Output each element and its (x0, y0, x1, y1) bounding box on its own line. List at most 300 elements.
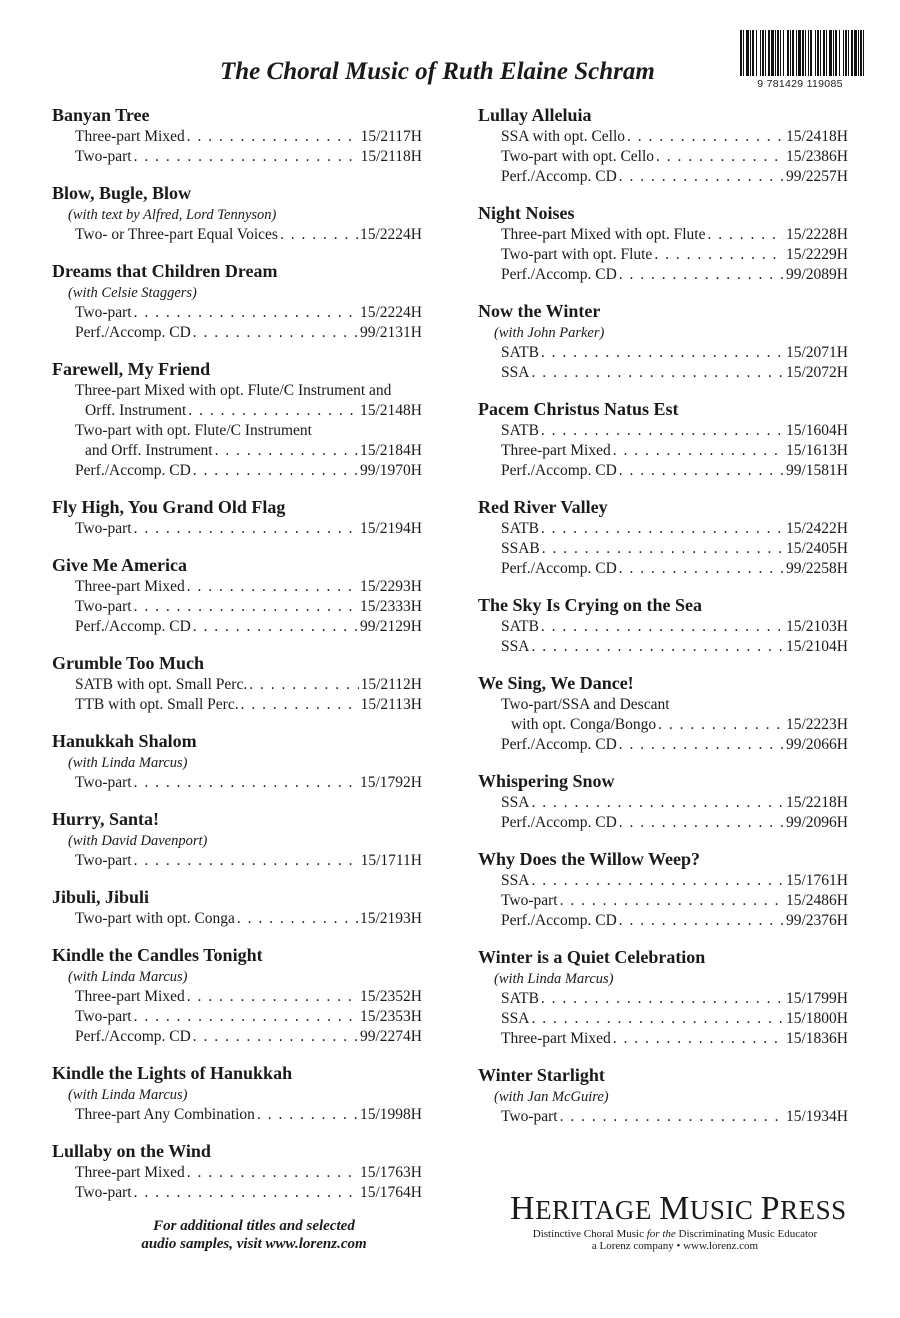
barcode-bar (775, 30, 776, 76)
entry-credit: (with Celsie Staggers) (68, 285, 197, 301)
catalog-entry (52, 496, 422, 539)
voicing-label: Three-part Any Combination (75, 1106, 255, 1123)
voicing-row (52, 773, 422, 793)
catalog-entry (52, 260, 422, 343)
catalog-number: 99/1581H (786, 462, 848, 479)
barcode-bar (815, 30, 816, 76)
catalog-number: 15/2194H (360, 520, 422, 537)
catalog-number: 15/1998H (360, 1106, 422, 1123)
voicing-label: Three-part Mixed (75, 128, 185, 145)
dot-leader (134, 851, 359, 871)
left-column (52, 104, 422, 1218)
dot-leader (619, 735, 784, 755)
barcode-bar (762, 30, 764, 76)
entry-title: Give Me America (52, 555, 187, 575)
voicing-label: Perf./Accomp. CD (501, 168, 617, 185)
barcode-bar (780, 30, 781, 76)
voicing-line: Three-part Mixed with opt. Flute/C Instrument and (75, 382, 392, 399)
dot-leader (541, 617, 784, 637)
voicing-label: SSA (501, 364, 530, 381)
catalog-number: 15/2228H (786, 226, 848, 243)
voicing-row (52, 577, 422, 597)
voicing-row (478, 793, 848, 813)
dot-leader (193, 323, 358, 343)
dot-leader (280, 225, 358, 245)
voicing-label: Two-part with opt. Conga (75, 910, 235, 927)
catalog-number: 15/2103H (786, 618, 848, 635)
voicing-row (478, 989, 848, 1009)
voicing-row (478, 363, 848, 383)
catalog-number: 15/1836H (786, 1030, 848, 1047)
dot-leader (619, 265, 784, 285)
voicing-row (478, 265, 848, 285)
catalog-number: 15/2333H (360, 598, 422, 615)
publisher-name: HERITAGE MUSIC PRESS (510, 1190, 847, 1227)
voicing-label: Perf./Accomp. CD (501, 560, 617, 577)
catalog-entry (52, 808, 422, 871)
catalog-entry (52, 182, 422, 245)
voicing-row (478, 911, 848, 931)
voicing-label: Two-part (75, 852, 132, 869)
entry-credit: (with David Davenport) (68, 833, 208, 849)
catalog-entry (478, 398, 848, 481)
catalog-entry (478, 202, 848, 285)
voicing-row (52, 441, 422, 461)
entry-title: Why Does the Willow Weep? (478, 849, 701, 869)
voicing-label: Perf./Accomp. CD (75, 618, 191, 635)
voicing-row (52, 1105, 422, 1125)
catalog-number: 15/1613H (786, 442, 848, 459)
voicing-label: Perf./Accomp. CD (75, 462, 191, 479)
voicing-row (478, 147, 848, 167)
catalog-number: 15/2293H (360, 578, 422, 595)
voicing-row (478, 225, 848, 245)
entry-title: Whispering Snow (478, 771, 615, 791)
catalog-number: 15/2104H (786, 638, 848, 655)
catalog-entry (478, 848, 848, 931)
dot-leader (619, 461, 784, 481)
entry-title: Pacem Christus Natus Est (478, 399, 679, 419)
barcode-bar (845, 30, 847, 76)
barcode-bar (765, 30, 766, 76)
publisher-logo (510, 1190, 847, 1252)
voicing-row (478, 519, 848, 539)
voicing-label: SATB with opt. Small Perc. (75, 676, 248, 693)
voicing-label: TTB with opt. Small Perc. (75, 696, 239, 713)
dot-leader (134, 1007, 358, 1027)
entry-title: Banyan Tree (52, 105, 150, 125)
barcode-bar (858, 30, 859, 76)
barcode-bar (810, 30, 812, 76)
barcode-bar (777, 30, 779, 76)
voicing-label: Two-part with opt. Flute (501, 246, 653, 263)
voicing-label: SATB (501, 618, 539, 635)
voicing-label: SATB (501, 422, 539, 439)
catalog-number: 15/1764H (360, 1184, 422, 1201)
dot-leader (656, 147, 784, 167)
catalog-number: 15/2353H (360, 1008, 422, 1025)
voicing-label: SATB (501, 990, 539, 1007)
catalog-entry (52, 1140, 422, 1203)
dot-leader (134, 773, 358, 793)
catalog-entry (478, 672, 848, 755)
voicing-label: SATB (501, 344, 539, 361)
voicing-label: Two-part (75, 304, 132, 321)
voicing-row (478, 441, 848, 461)
entry-title: Fly High, You Grand Old Flag (52, 497, 286, 517)
catalog-entry (52, 1062, 422, 1125)
voicing-label: SSA with opt. Cello (501, 128, 626, 145)
voicing-label: Three-part Mixed (75, 578, 185, 595)
catalog-number: 15/1761H (786, 872, 848, 889)
catalog-number: 15/1763H (360, 1164, 422, 1181)
barcode-bar (833, 30, 834, 76)
dot-leader (257, 1105, 358, 1125)
website-note-line1: For additional titles and selected (153, 1218, 355, 1234)
voicing-row (52, 695, 422, 715)
dot-leader (613, 1029, 784, 1049)
page-title: The Choral Music of Ruth Elaine Schram (220, 58, 655, 85)
catalog-number: 15/2117H (360, 128, 422, 145)
voicing-label: Two-part (75, 1184, 132, 1201)
publisher-company: a Lorenz company • www.lorenz.com (591, 1240, 759, 1252)
dot-leader (531, 871, 784, 891)
barcode-bar (860, 30, 862, 76)
barcode-bar (783, 30, 784, 76)
voicing-label: Two-part (75, 1008, 132, 1025)
barcode-bar (817, 30, 819, 76)
entry-credit: (with Linda Marcus) (68, 969, 188, 985)
dot-leader (707, 225, 784, 245)
barcode-bar (851, 30, 853, 76)
entry-title: Blow, Bugle, Blow (52, 183, 192, 203)
catalog-number: 99/2096H (786, 814, 848, 831)
catalog-number: 15/2486H (786, 892, 848, 909)
entry-title: Winter is a Quiet Celebration (478, 947, 706, 967)
dot-leader (187, 127, 359, 147)
voicing-label: SSAB (501, 540, 540, 557)
catalog-entry (52, 358, 422, 481)
catalog-entry (478, 1064, 848, 1127)
catalog-number: 99/2376H (786, 912, 848, 929)
voicing-line: Two-part with opt. Flute/C Instrument (75, 422, 312, 439)
voicing-label: Three-part Mixed (75, 1164, 185, 1181)
voicing-row (478, 891, 848, 911)
entry-title: Now the Winter (478, 301, 601, 321)
barcode-bar (863, 30, 864, 76)
entry-title: Kindle the Lights of Hanukkah (52, 1063, 293, 1083)
catalog-number: 15/2118H (360, 148, 422, 165)
catalog-number: 99/2129H (360, 618, 422, 635)
entry-title: We Sing, We Dance! (478, 673, 634, 693)
voicing-row (478, 813, 848, 833)
voicing-label: Two-part (75, 520, 132, 537)
website-note-line2: audio samples, visit www.lorenz.com (141, 1236, 367, 1252)
voicing-row (478, 871, 848, 891)
catalog-number: 15/1792H (360, 774, 422, 791)
voicing-label: SSA (501, 872, 530, 889)
voicing-row (52, 127, 422, 147)
catalog-entry (478, 946, 848, 1049)
entry-title: Winter Starlight (478, 1065, 605, 1085)
entry-title: Hanukkah Shalom (52, 731, 197, 751)
voicing-label: SSA (501, 794, 530, 811)
entry-credit: (with text by Alfred, Lord Tennyson) (68, 207, 277, 223)
dot-leader (237, 909, 358, 929)
catalog-number: 15/1604H (786, 422, 848, 439)
barcode-bar (768, 30, 770, 76)
entry-credit: (with Jan McGuire) (494, 1089, 609, 1105)
dot-leader (134, 147, 359, 167)
barcode-bar (787, 30, 789, 76)
catalog-number: 15/1800H (786, 1010, 848, 1027)
voicing-label: Orff. Instrument (85, 402, 187, 419)
voicing-line: Two-part/SSA and Descant (501, 696, 670, 713)
dot-leader (187, 577, 358, 597)
entry-credit: (with Linda Marcus) (68, 1087, 188, 1103)
voicing-label: Two-part (501, 1108, 558, 1125)
voicing-label: Three-part Mixed (501, 442, 611, 459)
barcode-bar (848, 30, 849, 76)
entry-title: Dreams that Children Dream (52, 261, 278, 281)
catalog-number: 15/2072H (786, 364, 848, 381)
catalog-entry (52, 554, 422, 637)
voicing-label: Two-part (501, 892, 558, 909)
voicing-row (478, 1107, 848, 1127)
voicing-row (52, 461, 422, 481)
barcode-bar (820, 30, 821, 76)
dot-leader (215, 441, 358, 461)
dot-leader (134, 597, 358, 617)
barcode-bar (792, 30, 794, 76)
dot-leader (613, 441, 784, 461)
dot-leader (531, 363, 784, 383)
dot-leader (134, 519, 358, 539)
entry-title: Lullay Alleluia (478, 105, 592, 125)
barcode-bar (843, 30, 844, 76)
voicing-row (478, 1029, 848, 1049)
barcode-bar (756, 30, 757, 76)
voicing-row (478, 735, 848, 755)
voicing-row (478, 245, 848, 265)
voicing-row (478, 127, 848, 147)
entry-title: Night Noises (478, 203, 575, 223)
dot-leader (542, 539, 784, 559)
barcode-bar (823, 30, 825, 76)
publisher-tagline: Distinctive Choral Music for the Discriminating Music Educator (532, 1228, 818, 1240)
dot-leader (249, 675, 358, 695)
dot-leader (193, 461, 358, 481)
catalog-entry (478, 770, 848, 833)
catalog-number: 15/2418H (786, 128, 848, 145)
voicing-row (52, 303, 422, 323)
catalog-number: 15/2405H (786, 540, 848, 557)
voicing-label: Three-part Mixed with opt. Flute (501, 226, 706, 243)
entry-credit: (with Linda Marcus) (494, 971, 614, 987)
voicing-row (478, 461, 848, 481)
dot-leader (619, 911, 784, 931)
catalog-number: 15/2422H (786, 520, 848, 537)
catalog-number: 15/1799H (786, 990, 848, 1007)
catalog-entry (478, 594, 848, 657)
dot-leader (627, 127, 784, 147)
voicing-row (52, 147, 422, 167)
dot-leader (541, 519, 784, 539)
barcode-bar (746, 30, 749, 76)
dot-leader (134, 303, 358, 323)
right-column (478, 104, 848, 1142)
voicing-row (52, 1007, 422, 1027)
catalog-entry (478, 496, 848, 579)
dot-leader (193, 617, 358, 637)
voicing-row (52, 987, 422, 1007)
voicing-label: Two- or Three-part Equal Voices (75, 226, 278, 243)
catalog-number: 15/2224H (360, 304, 422, 321)
entry-title: Farewell, My Friend (52, 359, 211, 379)
entry-title: Lullaby on the Wind (52, 1141, 211, 1161)
catalog-number: 15/2218H (786, 794, 848, 811)
catalog-number: 99/2257H (786, 168, 848, 185)
voicing-label: SSA (501, 1010, 530, 1027)
dot-leader (187, 1163, 358, 1183)
barcode-bar (835, 30, 837, 76)
dot-leader (193, 1027, 358, 1047)
voicing-row (52, 909, 422, 929)
catalog-entry (52, 886, 422, 929)
dot-leader (531, 793, 784, 813)
entry-title: Hurry, Santa! (52, 809, 160, 829)
dot-leader (560, 891, 784, 911)
voicing-row (52, 401, 422, 421)
voicing-label: with opt. Conga/Bongo (511, 716, 657, 733)
dot-leader (188, 401, 358, 421)
catalog-number: 15/2193H (360, 910, 422, 927)
voicing-label: Two-part (75, 598, 132, 615)
barcode-graphic (738, 30, 868, 76)
barcode-bar (743, 30, 744, 76)
catalog-number: 15/2113H (360, 696, 422, 713)
entry-title: Red River Valley (478, 497, 608, 517)
catalog-number: 99/2066H (786, 736, 848, 753)
voicing-label: Perf./Accomp. CD (501, 462, 617, 479)
barcode-bar (771, 30, 774, 76)
voicing-row (478, 637, 848, 657)
dot-leader (619, 559, 784, 579)
barcode-bar (854, 30, 857, 76)
catalog-number: 15/2224H (360, 226, 422, 243)
catalog-number: 15/2184H (360, 442, 422, 459)
dot-leader (619, 167, 784, 187)
isbn-number: 9 781429 119085 (757, 78, 843, 90)
catalog-number: 15/2352H (360, 988, 422, 1005)
catalog-number: 99/2089H (786, 266, 848, 283)
catalog-number: 15/2148H (360, 402, 422, 419)
voicing-row (52, 597, 422, 617)
dot-leader (531, 637, 784, 657)
voicing-label: Perf./Accomp. CD (75, 324, 191, 341)
barcode-bar (829, 30, 832, 76)
entry-title: Grumble Too Much (52, 653, 205, 673)
voicing-row (52, 323, 422, 343)
dot-leader (241, 695, 359, 715)
catalog-number: 15/2223H (786, 716, 848, 733)
dot-leader (541, 421, 784, 441)
voicing-row (478, 559, 848, 579)
voicing-row (52, 851, 422, 871)
catalog-entry (52, 944, 422, 1047)
entry-title: The Sky Is Crying on the Sea (478, 595, 703, 615)
catalog-number: 99/2274H (360, 1028, 422, 1045)
catalog-number: 15/1934H (786, 1108, 848, 1125)
barcode-bar (790, 30, 791, 76)
voicing-label: Two-part (75, 148, 132, 165)
voicing-label: SSA (501, 638, 530, 655)
voicing-row (478, 715, 848, 735)
voicing-row (52, 519, 422, 539)
catalog-entry (52, 652, 422, 715)
voicing-row (52, 1163, 422, 1183)
barcode-bar (740, 30, 742, 76)
dot-leader (560, 1107, 784, 1127)
barcode-bar (750, 30, 751, 76)
voicing-row (478, 539, 848, 559)
barcode-bar (826, 30, 827, 76)
voicing-row (478, 1009, 848, 1029)
voicing-label: and Orff. Instrument (85, 442, 213, 459)
barcode-bar (798, 30, 801, 76)
catalog-entry (478, 300, 848, 383)
barcode-bar (808, 30, 809, 76)
dot-leader (541, 989, 784, 1009)
voicing-label: SATB (501, 520, 539, 537)
dot-leader (619, 813, 784, 833)
entry-title: Kindle the Candles Tonight (52, 945, 263, 965)
catalog-number: 15/2229H (786, 246, 848, 263)
voicing-row (478, 167, 848, 187)
catalog-number: 99/2258H (786, 560, 848, 577)
entry-credit: (with John Parker) (494, 325, 605, 341)
voicing-label: Two-part (75, 774, 132, 791)
dot-leader (658, 715, 784, 735)
dot-leader (541, 343, 784, 363)
voicing-label: Perf./Accomp. CD (501, 736, 617, 753)
catalog-entry (478, 104, 848, 187)
website-note (104, 1217, 404, 1253)
dot-leader (134, 1183, 358, 1203)
barcode-bar (839, 30, 840, 76)
voicing-row (478, 617, 848, 637)
catalog-entry (52, 730, 422, 793)
voicing-label: Perf./Accomp. CD (501, 912, 617, 929)
voicing-label: Perf./Accomp. CD (75, 1028, 191, 1045)
voicing-row (52, 1027, 422, 1047)
voicing-row (52, 225, 422, 245)
barcode-bar (796, 30, 797, 76)
voicing-label: Two-part with opt. Cello (501, 148, 655, 165)
voicing-label: Perf./Accomp. CD (501, 266, 617, 283)
dot-leader (654, 245, 784, 265)
barcode-bar (802, 30, 804, 76)
catalog-number: 99/1970H (360, 462, 422, 479)
catalog-entry (52, 104, 422, 167)
voicing-row (478, 421, 848, 441)
voicing-label: Perf./Accomp. CD (501, 814, 617, 831)
barcode-bar (805, 30, 806, 76)
entry-credit: (with Linda Marcus) (68, 755, 188, 771)
voicing-row (478, 343, 848, 363)
barcode-bar (760, 30, 761, 76)
catalog-number: 15/2386H (786, 148, 848, 165)
